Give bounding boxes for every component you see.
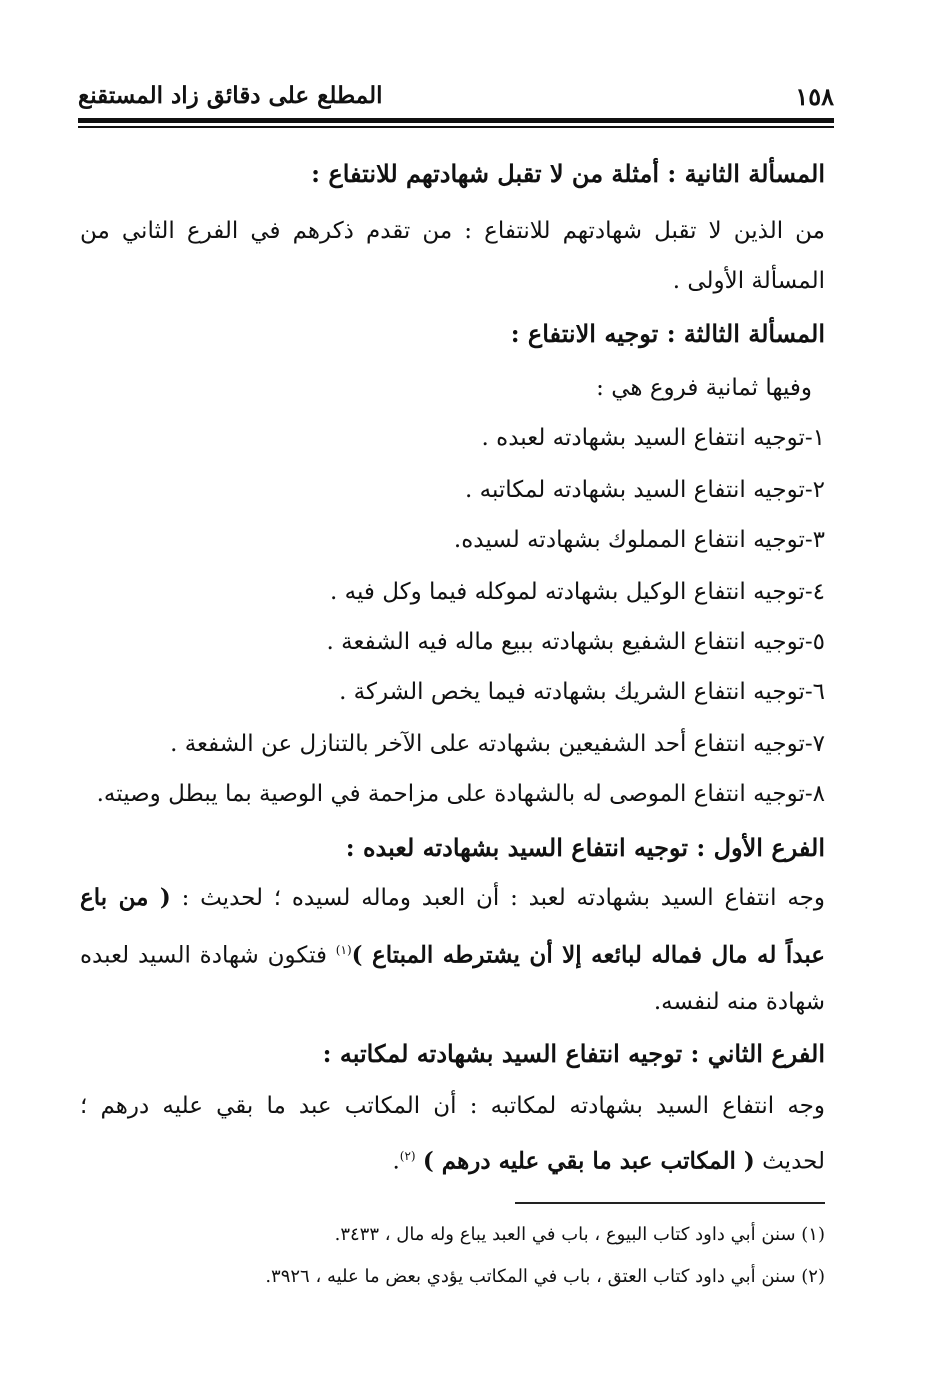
footnote-ref-2: (٢) bbox=[399, 1149, 416, 1163]
branch-1-line-1-text: وجه انتفاع السيد بشهادته لعبد : أن العبد وماله لسيده ؛ لحديث : bbox=[181, 885, 825, 911]
list-item-6: ٦-توجيه انتفاع الشريك بشهادته فيما يخص الشركة . bbox=[339, 679, 825, 705]
list-item-3: ٣-توجيه انتفاع المملوك بشهادته لسيده. bbox=[453, 527, 825, 553]
page-number: ١٥٨ bbox=[795, 82, 834, 111]
branch-1-paragraph-line-1 bbox=[80, 882, 825, 914]
section-3-heading: المسألة الثالثة : توجيه الانتفاع : bbox=[510, 319, 825, 348]
section-3-intro: وفيها ثمانية فروع هي : bbox=[596, 375, 812, 401]
header-rule-thick bbox=[78, 118, 834, 123]
branch-2-line-2-end: . bbox=[392, 1148, 400, 1175]
list-item-4: ٤-توجيه انتفاع الوكيل بشهادته لموكله فيما وكل فيه . bbox=[330, 579, 825, 605]
running-title: المطلع على دقائق زاد المستقنع bbox=[78, 82, 383, 109]
footnote-separator bbox=[515, 1202, 825, 1204]
page-header bbox=[78, 78, 834, 118]
branch-2-paragraph-line-1: وجه انتفاع السيد بشهادته لمكاتبه : أن المكاتب عبد ما بقي عليه درهم ؛ bbox=[80, 1093, 825, 1119]
list-item-1: ١-توجيه انتفاع السيد بشهادته لعبده . bbox=[481, 425, 825, 451]
section-2-heading: المسألة الثانية : أمثلة من لا تقبل شهادتهم للانتفاع : bbox=[311, 159, 825, 188]
header-rule-thin bbox=[78, 126, 834, 128]
footnote-2: (٢) سنن أبي داود كتاب العتق ، باب في المكاتب يؤدي بعض ما عليه ، ٣٩٢٦. bbox=[265, 1266, 825, 1287]
branch-1-heading: الفرع الأول : توجيه انتفاع السيد بشهادته لعبده : bbox=[345, 833, 825, 862]
footnote-1: (١) سنن أبي داود كتاب البيوع ، باب في العبد يباع وله مال ، ٣٤٣٣. bbox=[334, 1224, 825, 1245]
section-2-paragraph-line-2: المسألة الأولى . bbox=[672, 268, 825, 294]
branch-1-paragraph-line-3: شهادة منه لنفسه. bbox=[653, 989, 825, 1015]
list-item-2: ٢-توجيه انتفاع السيد بشهادته لمكاتبه . bbox=[465, 477, 825, 503]
hadith-quote: عبداً له مال فماله لبائعه إلا أن يشترطه المبتاع ) bbox=[351, 941, 825, 969]
branch-2-heading: الفرع الثاني : توجيه انتفاع السيد بشهادته لمكاتبه : bbox=[322, 1039, 825, 1068]
branch-1-paragraph-line-2 bbox=[80, 934, 825, 972]
branch-1-line-2-text: فتكون شهادة السيد لعبده bbox=[80, 942, 328, 969]
hadith-quote-start: ( من باع bbox=[80, 884, 171, 911]
list-item-8: ٨-توجيه انتفاع الموصى له بالشهادة على مزاحمة في الوصية بما يبطل وصيته. bbox=[96, 781, 825, 807]
list-item-7: ٧-توجيه انتفاع أحد الشفيعين بشهادته على الآخر بالتنازل عن الشفعة . bbox=[170, 731, 825, 757]
branch-2-line-2-text: لحديث bbox=[762, 1148, 825, 1175]
section-2-paragraph-line-1: من الذين لا تقبل شهادتهم للانتفاع : من تقدم ذكرهم في الفرع الثاني من bbox=[80, 218, 825, 244]
footnote-ref-1: (١) bbox=[335, 943, 352, 957]
hadith-quote-2: ( المكاتب عبد ما بقي عليه درهم ) bbox=[422, 1147, 755, 1175]
branch-2-paragraph-line-2 bbox=[392, 1140, 825, 1178]
list-item-5: ٥-توجيه انتفاع الشفيع بشهادته ببيع ماله فيه الشفعة . bbox=[326, 629, 825, 655]
